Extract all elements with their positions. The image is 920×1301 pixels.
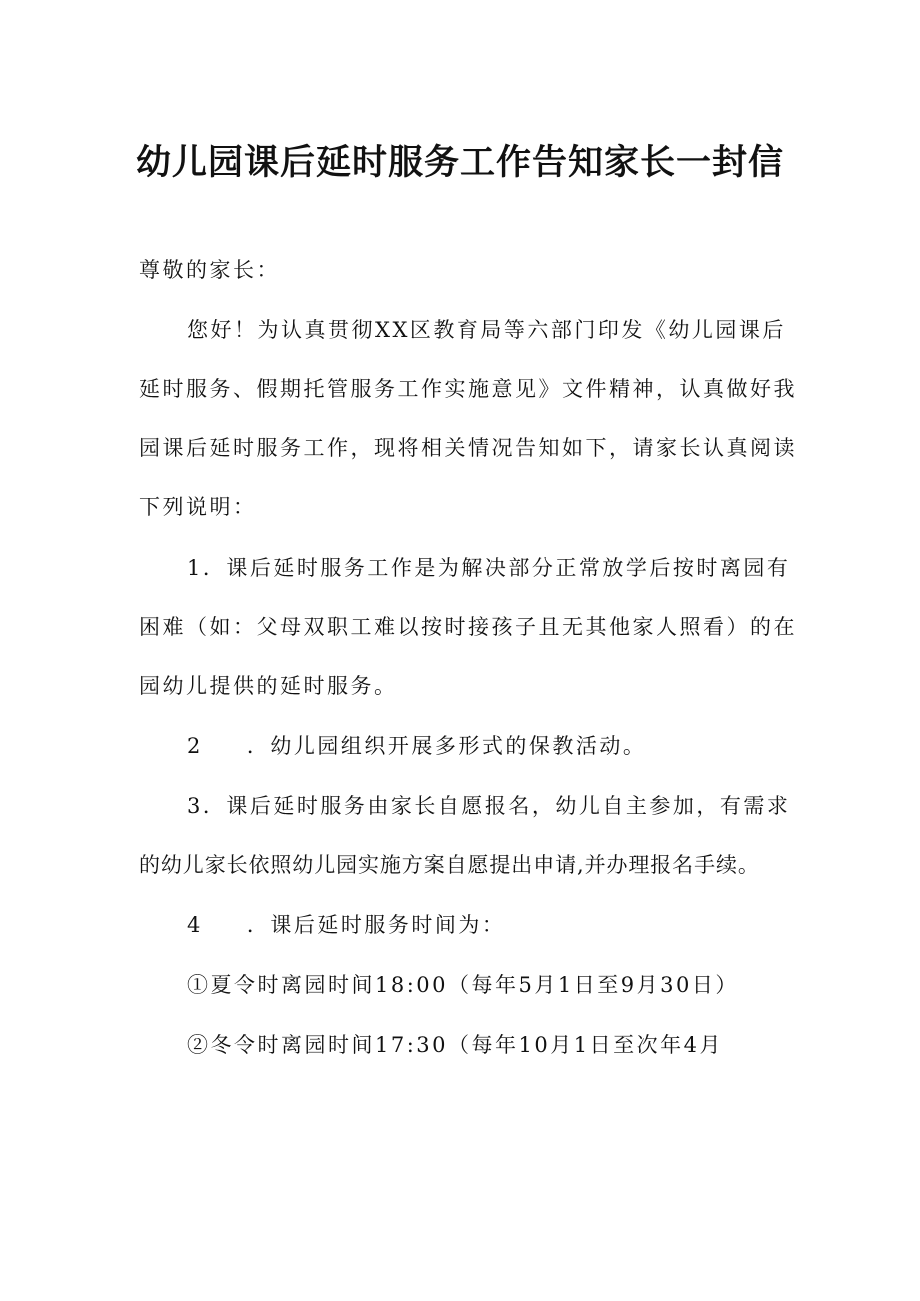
- item3-line-2: 的幼儿家长依照幼儿园实施方案自愿提出申请,并办理报名手续。: [139, 853, 760, 877]
- intro-line-1: 您好！为认真贯彻XX区教育局等六部门印发《幼儿园课后: [187, 318, 786, 342]
- schedule-line-1: ①夏令时离园时间18:00（每年5月1日至9月30日）: [187, 973, 739, 997]
- item4-number: 4: [187, 913, 203, 937]
- item2-text: ．幼儿园组织开展多形式的保教活动。: [246, 734, 647, 758]
- schedule-line-2: ②冬令时离园时间17:30（每年10月1日至次年4月: [187, 1033, 723, 1057]
- intro-line-4: 下列说明：: [139, 495, 257, 519]
- document-title: 幼儿园课后延时服务工作告知家长一封信: [135, 143, 784, 183]
- intro-line-3: 园课后延时服务工作，现将相关情况告知如下，请家长认真阅读: [139, 436, 797, 460]
- item2-number: 2: [187, 734, 203, 758]
- item4-text: ．课后延时服务时间为：: [246, 913, 506, 937]
- item2: [187, 734, 646, 759]
- item3-line-1: 3．课后延时服务由家长自愿报名，幼儿自主参加，有需求: [187, 794, 791, 818]
- intro-line-2: 延时服务、假期托管服务工作实施意见》文件精神，认真做好我: [139, 377, 797, 401]
- item4: [187, 913, 505, 938]
- item1-line-3: 园幼儿提供的延时服务。: [139, 674, 398, 698]
- item1-line-2: 困难（如：父母双职工难以按时接孩子且无其他家人照看）的在: [139, 615, 797, 639]
- item1-line-1: 1．课后延时服务工作是为解决部分正常放学后按时离园有: [187, 556, 791, 580]
- salutation: 尊敬的家长：: [139, 258, 280, 282]
